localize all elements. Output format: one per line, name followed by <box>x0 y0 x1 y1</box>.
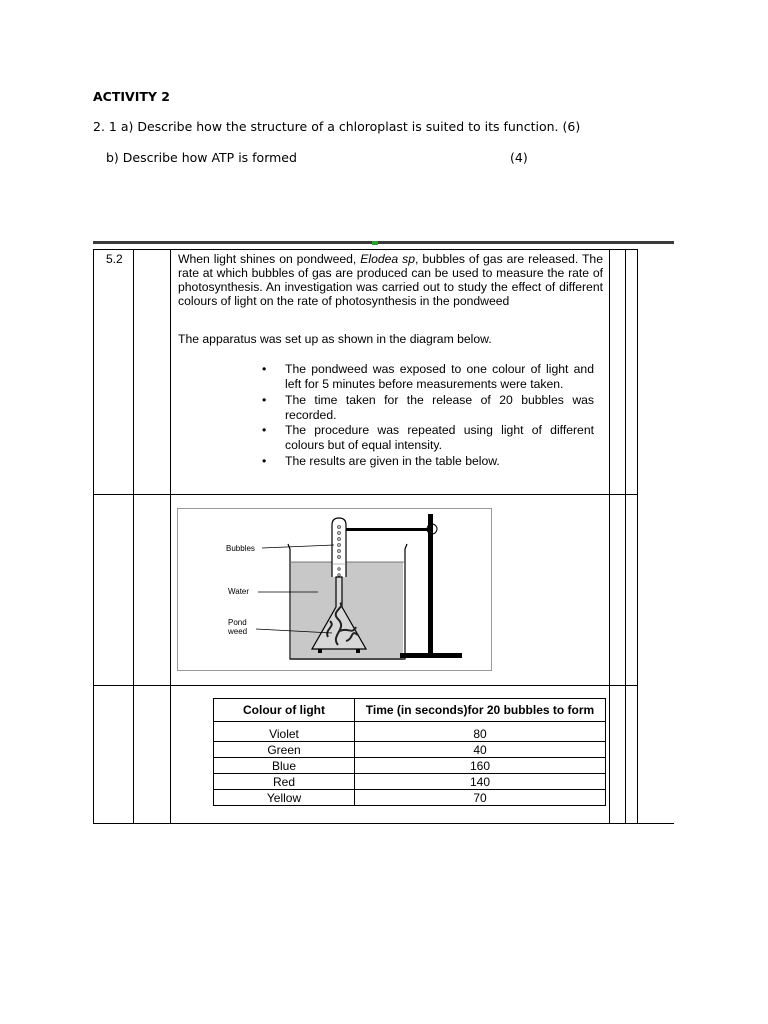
table-row <box>214 774 606 790</box>
bullet-icon: • <box>262 392 267 407</box>
list-item <box>262 454 594 469</box>
time-cell: 40 <box>355 742 606 758</box>
table-row <box>214 742 606 758</box>
clamp-arm <box>346 528 430 531</box>
row-divider-1 <box>93 494 638 495</box>
column-header: Time (in seconds)for 20 bubbles to form <box>355 699 606 722</box>
bullet-icon: • <box>262 423 267 438</box>
intro-text-start: When light shines on pondweed, <box>178 252 361 266</box>
intro-text-end: , bubbles of gas are released. The rate at which bubbles of gas are produced can be used to measure the rate of photosynthesis. An investigation was carried out to study the effect of different colours of light on the rate of photosynthesis in the pondweed <box>178 252 603 308</box>
frame-right <box>637 249 638 823</box>
colour-cell: Yellow <box>214 790 355 806</box>
question-1b-marks: (4) <box>510 150 528 165</box>
colour-cell: Red <box>214 774 355 790</box>
apparatus-svg <box>178 509 491 670</box>
label-pond: Pond <box>228 618 247 627</box>
table-row <box>214 758 606 774</box>
label-weed: weed <box>228 627 248 636</box>
time-cell: 80 <box>355 722 606 742</box>
table-row <box>214 722 606 742</box>
frame-col-divider-2 <box>170 249 171 823</box>
bullet-text: The results are given in the table below. <box>285 453 500 468</box>
question-number: 5.2 <box>106 252 123 266</box>
list-item <box>262 393 594 424</box>
question-1b: b) Describe how ATP is formed <box>106 150 297 165</box>
bullet-icon: • <box>262 362 267 376</box>
green-fragment <box>372 241 378 245</box>
column-header: Colour of light <box>214 699 355 722</box>
procedure-list <box>262 362 594 469</box>
colour-cell: Violet <box>214 722 355 742</box>
pointer-bubbles <box>262 545 334 548</box>
bullet-text: The pondweed was exposed to one colour of light and left for 5 minutes before measurements were taken. <box>285 362 594 392</box>
bottom-rule <box>93 823 674 824</box>
intro-paragraph <box>178 252 603 308</box>
apparatus-diagram <box>177 508 492 671</box>
label-water: Water <box>228 587 250 596</box>
setup-sentence: The apparatus was set up as shown in the diagram below. <box>178 332 492 346</box>
top-rule <box>93 241 674 244</box>
species-name: Elodea sp <box>360 252 415 266</box>
table-row <box>214 790 606 806</box>
frame-left <box>93 249 94 823</box>
list-item <box>262 362 594 393</box>
frame-col-divider-1 <box>133 249 134 823</box>
label-bubbles: Bubbles <box>226 544 255 553</box>
row-divider-2 <box>93 685 638 686</box>
time-cell: 160 <box>355 758 606 774</box>
frame-top-line <box>93 249 638 250</box>
funnel-support <box>356 649 360 653</box>
bullet-text: The time taken for the release of 20 bubbles was recorded. <box>285 392 594 422</box>
bullet-icon: • <box>262 453 267 468</box>
results-table <box>213 698 606 806</box>
frame-col-divider-4 <box>625 249 626 823</box>
time-cell: 70 <box>355 790 606 806</box>
stand-rod <box>428 514 433 655</box>
question-1a: 2. 1 a) Describe how the structure of a chloroplast is suited to its function. (6) <box>93 119 581 134</box>
colour-cell: Green <box>214 742 355 758</box>
activity-heading: ACTIVITY 2 <box>93 89 170 104</box>
table-header-row <box>214 699 606 722</box>
list-item <box>262 423 594 454</box>
time-cell: 140 <box>355 774 606 790</box>
bullet-text: The procedure was repeated using light of different colours but of equal intensity. <box>285 423 594 453</box>
colour-cell: Blue <box>214 758 355 774</box>
funnel-support <box>318 649 322 653</box>
frame-col-divider-3 <box>609 249 610 823</box>
